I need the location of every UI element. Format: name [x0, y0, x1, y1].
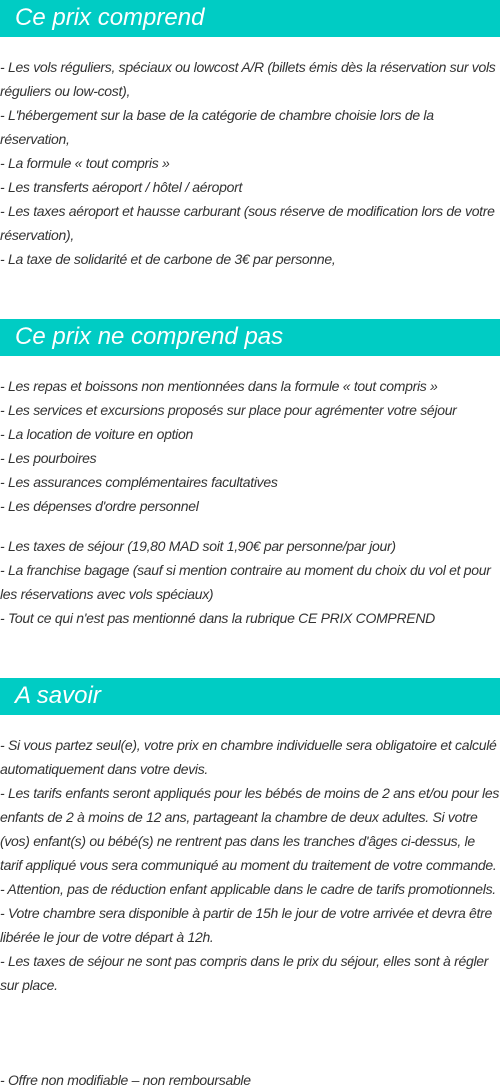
list-item: - Les taxes de séjour ne sont pas compris dans le prix du séjour, elles sont à régler sur place.: [0, 953, 489, 993]
section-title-good-to-know: A savoir: [15, 682, 101, 709]
list-item: - Les dépenses d'ordre personnel: [0, 498, 199, 514]
list-item: - Les taxes aéroport et hausse carburant (sous réserve de modification lors de votre réservation),: [0, 203, 495, 243]
good-to-know-list: [0, 733, 500, 997]
list-item: - Votre chambre sera disponible à partir de 15h le jour de votre arrivée et devra être libérée le jour de votre départ à 12h.: [0, 905, 492, 945]
list-item: - Si vous partez seul(e), votre prix en chambre individuelle sera obligatoire et calculé automatiquement dans votre devis.: [0, 737, 497, 777]
not-included-list-extra: [0, 534, 500, 630]
not-included-list: [0, 374, 500, 518]
list-item: - Les services et excursions proposés sur place pour agrémenter votre séjour: [0, 402, 457, 418]
list-item: - Les repas et boissons non mentionnées dans la formule « tout compris »: [0, 378, 438, 394]
list-item: - La formule « tout compris »: [0, 155, 170, 171]
list-item: - Les pourboires: [0, 450, 97, 466]
list-item: - Les assurances complémentaires facultatives: [0, 474, 278, 490]
list-item: - Tout ce qui n'est pas mentionné dans la rubrique CE PRIX COMPREND: [0, 610, 435, 626]
list-item: - Les transferts aéroport / hôtel / aéroport: [0, 179, 243, 195]
section-header-included: [0, 0, 500, 37]
list-item: - La taxe de solidarité et de carbone de 3€ par personne,: [0, 251, 336, 267]
list-item: - Attention, pas de réduction enfant applicable dans le cadre de tarifs promotionnels.: [0, 881, 496, 897]
list-item: - La location de voiture en option: [0, 426, 193, 442]
list-item: - Offre non modifiable – non remboursable: [0, 1072, 251, 1088]
list-item: - Les taxes de séjour (19,80 MAD soit 1,90€ par personne/par jour): [0, 538, 396, 554]
section-title-included: Ce prix comprend: [15, 4, 205, 31]
list-item: - Les tarifs enfants seront appliqués pour les bébés de moins de 2 ans et/ou pour les enfants de 2 à moins de 12 ans, partageant la chambre de deux adultes. Si votre (vos) enfant(s) ou bébé(s) ne rentrent pas dans les tranches d'âges ci-dessus, le tarif appliqué vous sera communiqué au moment du traitement de votre commande.: [0, 785, 500, 873]
list-item: - La franchise bagage (sauf si mention contraire au moment du choix du vol et pour les réservations avec vols spéciaux): [0, 562, 491, 602]
section-header-not-included: [0, 319, 500, 356]
section-title-not-included: Ce prix ne comprend pas: [15, 323, 284, 350]
list-item: - Les vols réguliers, spéciaux ou lowcost A/R (billets émis dès la réservation sur vols réguliers ou low-cost),: [0, 59, 496, 99]
included-list: [0, 55, 500, 271]
list-item: - L'hébergement sur la base de la catégorie de chambre choisie lors de la réservation,: [0, 107, 434, 147]
section-header-good-to-know: [0, 678, 500, 715]
good-to-know-list-extra: [0, 1068, 500, 1092]
